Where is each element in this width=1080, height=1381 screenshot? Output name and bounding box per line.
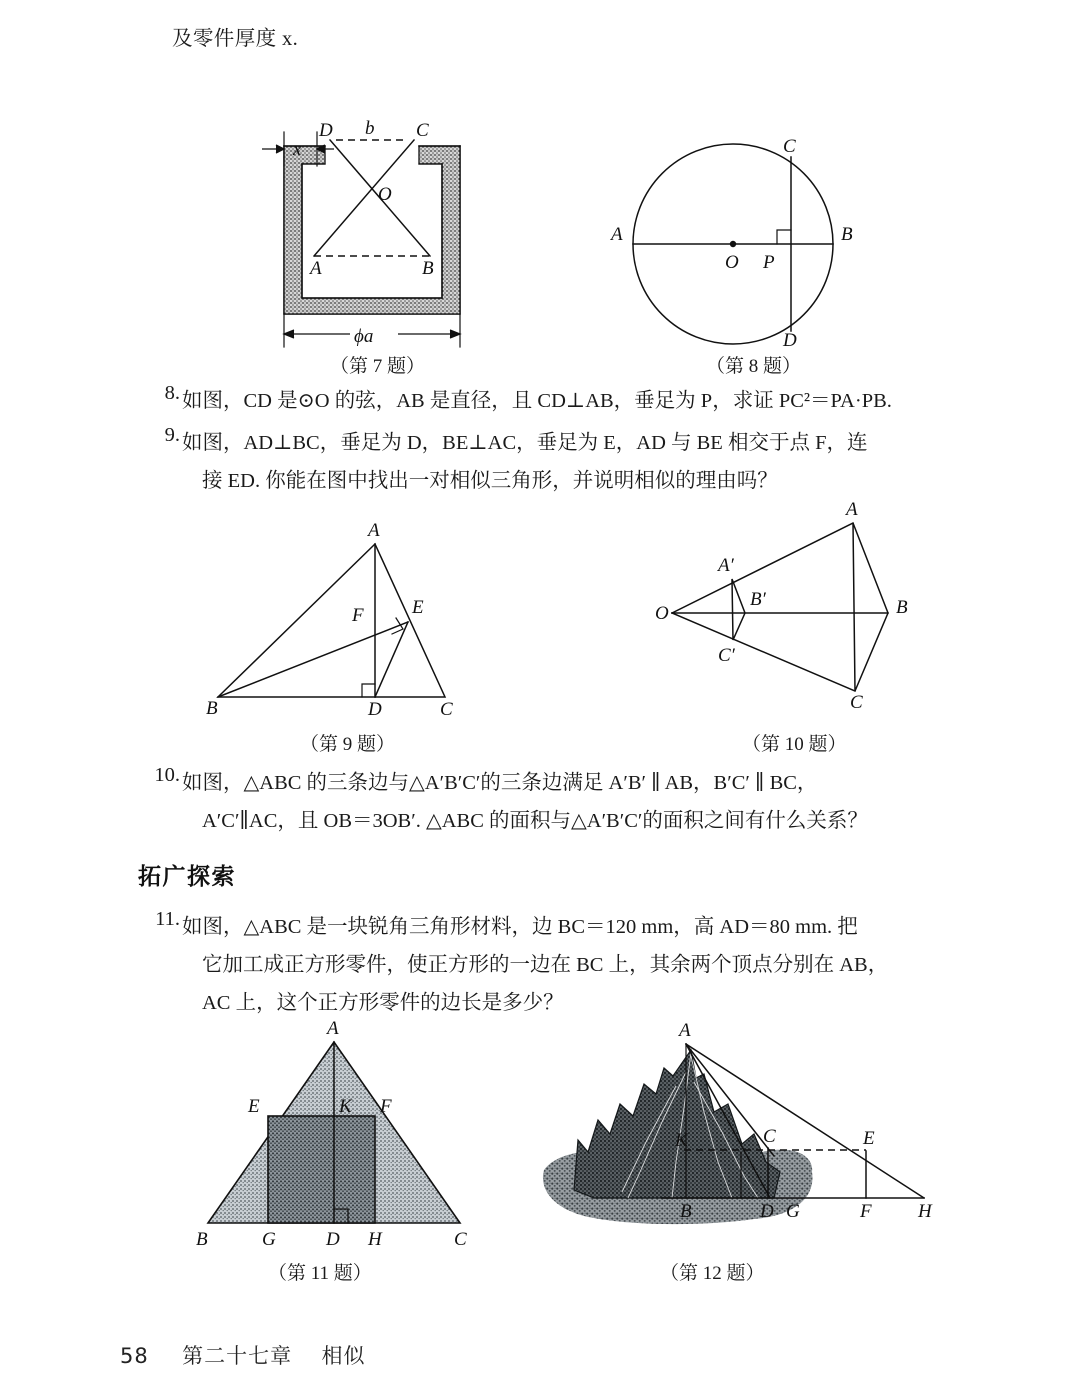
problem-10-line-2: A′C′∥AC，且 OB＝3OB′. △ABC 的面积与△A′B′C′的面积之间有什么关系？ <box>202 810 868 832</box>
fig12-label-A: A <box>679 1020 691 1041</box>
fig10-label-B: B <box>896 597 908 618</box>
figure-10-caption: （第 10 题） <box>742 734 847 755</box>
fig7-label-phi-a: ϕa <box>354 326 374 347</box>
fig12-label-D: D <box>760 1201 774 1222</box>
footer-page-number: 58 <box>120 1344 149 1368</box>
fig7-label-C: C <box>416 120 429 141</box>
footer-chapter: 第二十七章 <box>182 1344 293 1368</box>
figure-11 <box>196 1016 476 1251</box>
section-heading: 拓广探索 <box>138 864 236 890</box>
fig9-label-C: C <box>440 699 453 720</box>
figure-8-caption: （第 8 题） <box>706 356 802 377</box>
fig9-label-B: B <box>206 698 218 719</box>
fig11-label-G: G <box>262 1229 276 1250</box>
figure-7-caption: （第 7 题） <box>330 356 426 377</box>
fig7-label-D: D <box>319 120 333 141</box>
fig8-label-P: P <box>763 252 775 273</box>
fig10-label-A: A <box>846 499 858 520</box>
problem-8-line-1: 如图，CD 是⊙O 的弦，AB 是直径，且 CD⊥AB，垂足为 P，求证 PC²＝PA·PB. <box>182 390 892 412</box>
page-footer <box>120 1340 365 1370</box>
figure-9-caption: （第 9 题） <box>300 734 396 755</box>
problem-10-line-1: 如图，△ABC 的三条边与△A′B′C′的三条边满足 A′B′ ∥ AB，B′C′ ∥ BC， <box>182 772 818 794</box>
fig12-label-G: G <box>786 1201 800 1222</box>
fig8-label-A: A <box>611 224 623 245</box>
problem-8-number: 8. <box>164 382 180 404</box>
fig10-label-C-prime: C′ <box>718 645 735 666</box>
figure-12-caption: （第 12 题） <box>660 1263 765 1284</box>
problem-9-line-2: 接 ED. 你能在图中找出一对相似三角形，并说明相似的理由吗？ <box>202 470 778 492</box>
fig11-label-F: F <box>380 1096 392 1117</box>
fig10-label-A-prime: A′ <box>718 555 734 576</box>
fig12-label-K: K <box>675 1130 688 1151</box>
fig8-label-D: D <box>783 330 797 351</box>
figure-10 <box>650 495 920 713</box>
problem-9-line-1: 如图，AD⊥BC，垂足为 D，BE⊥AC，垂足为 E，AD 与 BE 相交于点 F，连 <box>182 432 868 454</box>
fig9-label-A: A <box>368 520 380 541</box>
fig8-label-B: B <box>841 224 853 245</box>
fig10-label-O: O <box>655 603 669 624</box>
figure-9 <box>200 512 470 720</box>
problem-9-number: 9. <box>164 424 180 446</box>
problem-11-number: 11. <box>155 908 180 930</box>
figure-8 <box>605 138 865 350</box>
fig11-label-B: B <box>196 1229 208 1250</box>
fig12-label-F: F <box>860 1201 872 1222</box>
footer-chapter-title: 相似 <box>321 1344 366 1368</box>
problem-10-number: 10. <box>154 764 180 786</box>
fig11-label-C: C <box>454 1229 467 1250</box>
problem-11-line-2: 它加工成正方形零件，使正方形的一边在 BC 上，其余两个顶点分别在 AB， <box>202 954 889 976</box>
fig8-label-C: C <box>783 136 796 157</box>
fig7-label-x: x <box>293 139 302 160</box>
fig8-label-O: O <box>725 252 739 273</box>
fig12-label-E: E <box>863 1128 875 1149</box>
figure-11-caption: （第 11 题） <box>268 1263 372 1284</box>
fig10-label-C: C <box>850 692 863 713</box>
fig10-label-B-prime: B′ <box>750 589 766 610</box>
fig11-label-A: A <box>327 1018 339 1039</box>
fig12-label-C: C <box>763 1126 776 1147</box>
fig11-label-K: K <box>339 1096 352 1117</box>
fig12-label-H: H <box>918 1201 932 1222</box>
fig12-label-B: B <box>680 1201 692 1222</box>
fig7-label-b: b <box>365 118 375 139</box>
carried-over-text: 及零件厚度 x. <box>172 28 299 50</box>
fig9-label-D: D <box>368 699 382 720</box>
fig9-label-E: E <box>412 597 424 618</box>
fig7-label-O: O <box>378 184 392 205</box>
figure-7 <box>262 62 482 352</box>
fig7-label-A: A <box>310 258 322 279</box>
fig11-label-E: E <box>248 1096 260 1117</box>
figure-12 <box>536 1012 946 1252</box>
problem-11-line-1: 如图，△ABC 是一块锐角三角形材料，边 BC＝120 mm，高 AD＝80 mm. 把 <box>182 916 858 938</box>
problem-11-line-3: AC 上，这个正方形零件的边长是多少？ <box>202 992 564 1014</box>
fig9-label-F: F <box>352 605 364 626</box>
fig11-label-D: D <box>326 1229 340 1250</box>
fig7-label-B: B <box>422 258 434 279</box>
fig11-label-H: H <box>368 1229 382 1250</box>
